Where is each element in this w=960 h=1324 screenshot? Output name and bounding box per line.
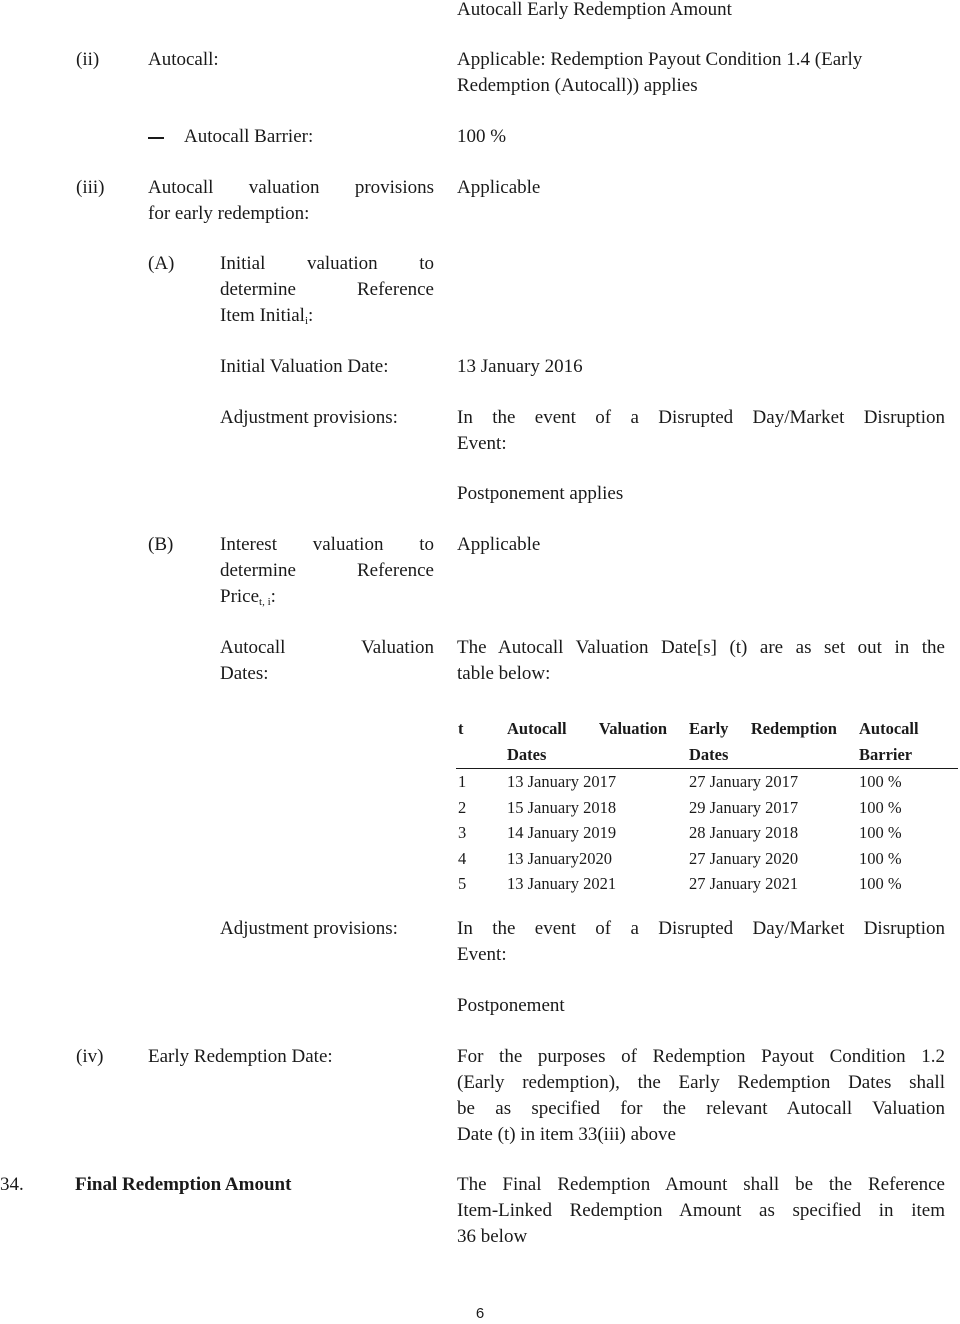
table-cell: 27 January 2021 bbox=[689, 874, 799, 894]
table-cell: 27 January 2017 bbox=[689, 772, 799, 791]
subitem-number-b: (B) bbox=[148, 534, 174, 555]
final-redemption-amount-value-line2: Item-Linked Redemption Amount as specified in item bbox=[457, 1200, 945, 1221]
subitem-number-a: (A) bbox=[148, 253, 175, 274]
adjustment-provisions-value-line2: Event: bbox=[457, 433, 507, 454]
early-redemption-date-value-line2: (Early redemption), the Early Redemption Dates shall bbox=[457, 1072, 945, 1093]
table-cell: 100 % bbox=[859, 874, 902, 894]
section-heading: Autocall Early Redemption Amount bbox=[457, 0, 732, 20]
initial-valuation-label-line2: determine Reference bbox=[220, 279, 434, 300]
item-number-iii: (iii) bbox=[76, 177, 105, 198]
table-cell: 100 % bbox=[859, 797, 902, 817]
table-cell: 13 January2020 bbox=[507, 848, 612, 868]
autocall-label: Autocall: bbox=[148, 49, 219, 70]
table-cell: 14 January 2019 bbox=[507, 823, 617, 843]
early-redemption-date-label: Early Redemption Date: bbox=[148, 1046, 333, 1067]
table-cell: 100 % bbox=[859, 823, 902, 843]
autocall-valuation-provisions-label-line2: for early redemption: bbox=[148, 203, 310, 224]
table-cell: 3 bbox=[458, 823, 467, 843]
autocall-valuation-provisions-value: Applicable bbox=[457, 177, 541, 198]
table-cell: 13 January 2017 bbox=[507, 772, 617, 791]
adjustment-provisions-label: Adjustment provisions: bbox=[220, 407, 398, 428]
autocall-value-line2: Redemption (Autocall)) applies bbox=[457, 75, 698, 96]
column-header-t: t bbox=[456, 716, 507, 769]
table-cell: 15 January 2018 bbox=[507, 797, 617, 817]
final-redemption-amount-value-line1: The Final Redemption Amount shall be the Reference bbox=[457, 1174, 945, 1195]
page-number: 6 bbox=[475, 1305, 485, 1322]
early-redemption-date-value-line4: Date (t) in item 33(iii) above bbox=[457, 1124, 676, 1145]
table-cell: 100 % bbox=[859, 848, 902, 868]
table-cell: 28 January 2018 bbox=[689, 823, 799, 843]
adjustment-provisions-2-value-line2: Event: bbox=[457, 944, 507, 965]
early-redemption-date-value-line1: For the purposes of Redemption Payout Condition 1.2 bbox=[457, 1046, 945, 1067]
column-header-autocall-valuation-dates: Autocall Valuation Dates bbox=[507, 716, 689, 769]
adjustment-provisions-2-value-line1: In the event of a Disrupted Day/Market Disruption bbox=[457, 918, 945, 939]
table-row bbox=[456, 795, 958, 821]
table-cell: 4 bbox=[458, 848, 467, 868]
item-number-ii: (ii) bbox=[76, 49, 100, 70]
table-cell: 2 bbox=[458, 797, 467, 817]
adjustment-provisions-postponement: Postponement applies bbox=[457, 483, 624, 504]
autocall-value-line1: Applicable: Redemption Payout Condition 1.4 (Early bbox=[457, 49, 863, 70]
dash-bullet-icon bbox=[148, 137, 164, 139]
initial-valuation-label-line1: Initial valuation to bbox=[220, 253, 434, 274]
autocall-schedule-table bbox=[456, 716, 958, 897]
table-cell: 27 January 2020 bbox=[689, 848, 799, 868]
autocall-barrier-value: 100 % bbox=[457, 126, 507, 147]
interest-valuation-value: Applicable bbox=[457, 534, 541, 555]
table-cell: 100 % bbox=[859, 772, 902, 791]
autocall-valuation-dates-label-line2: Dates: bbox=[220, 663, 269, 684]
initial-valuation-label-line3: Item Initial$_i$: bbox=[220, 305, 314, 327]
table-row bbox=[456, 769, 958, 795]
table-cell: 13 January 2021 bbox=[507, 874, 617, 894]
autocall-valuation-provisions-label-line1: Autocall valuation provisions bbox=[148, 177, 434, 198]
adjustment-provisions-label-2: Adjustment provisions: bbox=[220, 918, 398, 939]
interest-valuation-label-line2: determine Reference bbox=[220, 560, 434, 581]
item-number-34: 34. bbox=[0, 1174, 24, 1195]
table-cell: 1 bbox=[458, 772, 467, 791]
column-header-early-redemption-dates: Early Redemption Dates bbox=[689, 716, 859, 769]
final-redemption-amount-value-line3: 36 below bbox=[457, 1226, 528, 1247]
adjustment-provisions-value-line1: In the event of a Disrupted Day/Market Disruption bbox=[457, 407, 945, 428]
table-row bbox=[456, 871, 958, 897]
table-header-row bbox=[456, 716, 958, 769]
initial-valuation-date-value: 13 January 2016 bbox=[457, 356, 583, 377]
autocall-valuation-dates-value-line1: The Autocall Valuation Date[s] (t) are as set out in the bbox=[457, 637, 945, 658]
interest-valuation-label-line3: Price$_{t, i}$: bbox=[220, 586, 276, 608]
early-redemption-date-value-line3: be as specified for the relevant Autocall Valuation bbox=[457, 1098, 945, 1119]
column-header-autocall-barrier: Autocall Barrier bbox=[859, 716, 958, 769]
autocall-barrier-label: Autocall Barrier: bbox=[184, 126, 314, 147]
final-redemption-amount-label: Final Redemption Amount bbox=[75, 1174, 292, 1195]
item-number-iv: (iv) bbox=[76, 1046, 104, 1067]
table-cell: 29 January 2017 bbox=[689, 797, 799, 817]
autocall-valuation-dates-label-line1: Autocall Valuation bbox=[220, 637, 434, 658]
table-row bbox=[456, 820, 958, 846]
adjustment-provisions-2-postponement: Postponement bbox=[457, 995, 565, 1016]
interest-valuation-label-line1: Interest valuation to bbox=[220, 534, 434, 555]
autocall-valuation-dates-value-line2: table below: bbox=[457, 663, 551, 684]
initial-valuation-date-label: Initial Valuation Date: bbox=[220, 356, 389, 377]
table-cell: 5 bbox=[458, 874, 467, 894]
table-row bbox=[456, 846, 958, 872]
